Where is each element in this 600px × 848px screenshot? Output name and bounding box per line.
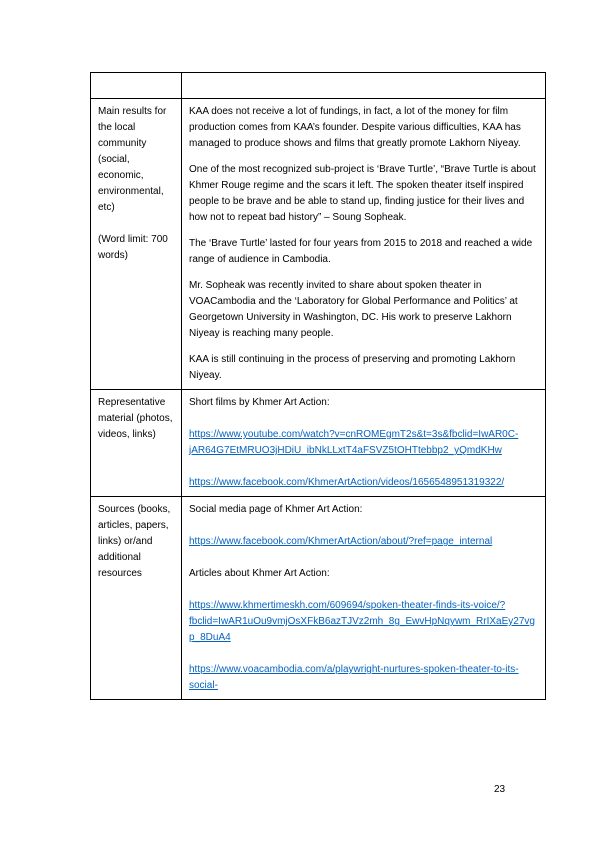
main-results-paragraph-5: KAA is still continuing in the process of preserving and promoting Lakhorn Niyeay. [189, 354, 516, 381]
representative-material-label-cell [91, 390, 182, 497]
link-paragraph [189, 427, 538, 459]
voacambodia-article-link[interactable]: https://www.voacambodia.com/a/playwright-nurtures-spoken-theater-to-its-social- [189, 664, 519, 691]
social-media-intro: Social media page of Khmer Art Action: [189, 504, 363, 515]
main-results-paragraph-2: One of the most recognized sub-project is ‘Brave Turtle’, “Brave Turtle is about Khmer Rouge regime and the scars it left. The spoken theater itself inspired people to be brave and be able to stand up, finding justice for their lives and how not to repeat bad history” – Soung Sopheak. [189, 164, 536, 223]
main-results-paragraph-3: The ‘Brave Turtle’ lasted for four years from 2015 to 2018 and reached a wide range of audience in Cambodia. [189, 238, 533, 265]
representative-material-label: Representative material (photos, videos, links) [98, 397, 173, 440]
youtube-video-link[interactable]: https://www.youtube.com/watch?v=cnROMEgmT2s&t=3s&fbclid=IwAR0C-jAR64G7EtMRUO3jHDiU_ibNkLLxtT4aFSVZ5tOHTtebbp2_yQmdKHw [189, 429, 519, 456]
empty-table-row [91, 73, 546, 99]
link-paragraph [189, 598, 538, 646]
facebook-page-link[interactable]: https://www.facebook.com/KhmerArtAction/about/?ref=page_internal [189, 536, 493, 547]
khmertimes-article-link[interactable]: https://www.khmertimeskh.com/609694/spoken-theater-finds-its-voice/?fbclid=IwAR1uOu9vmjOsXFkB6azTJVz2mh_8g_EwvHpNqywm_RrIXaEy27vgp_8DuA4 [189, 600, 535, 643]
short-films-intro: Short films by Khmer Art Action: [189, 397, 330, 408]
report-table [90, 72, 546, 700]
link-paragraph [189, 475, 538, 491]
sources-label-cell [91, 497, 182, 700]
main-results-content-cell [182, 99, 546, 390]
main-results-paragraph-1: KAA does not receive a lot of fundings, in fact, a lot of the money for film production comes from KAA’s founder. Despite various difficulties, KAA has managed to produce shows and films that greatly promote Lakhorn Niyeay. [189, 106, 521, 149]
main-results-label: Main results for the local community (social, economic, environmental, etc) [98, 106, 167, 213]
empty-label-cell [91, 73, 182, 99]
word-limit-note: (Word limit: 700 words) [98, 234, 168, 261]
main-results-paragraph-4: Mr. Sopheak was recently invited to share about spoken theater in VOACambodia and the ‘Laboratory for Global Performance and Politics’ at Georgetown University in Washington, DC. His work to preserve Lakhorn Niyeay is reaching many people. [189, 280, 518, 339]
empty-content-cell [182, 73, 546, 99]
main-results-row [91, 99, 546, 390]
link-paragraph [189, 534, 538, 550]
sources-label: Sources (books, articles, papers, links) or/and additional resources [98, 504, 171, 579]
page-number: 23 [494, 784, 506, 795]
facebook-video-link[interactable]: https://www.facebook.com/KhmerArtAction/videos/1656548951319322/ [189, 477, 505, 488]
articles-intro: Articles about Khmer Art Action: [189, 568, 330, 579]
main-results-label-cell [91, 99, 182, 390]
representative-material-row [91, 390, 546, 497]
representative-material-content-cell [182, 390, 546, 497]
sources-row [91, 497, 546, 700]
sources-content-cell [182, 497, 546, 700]
link-paragraph [189, 662, 538, 694]
